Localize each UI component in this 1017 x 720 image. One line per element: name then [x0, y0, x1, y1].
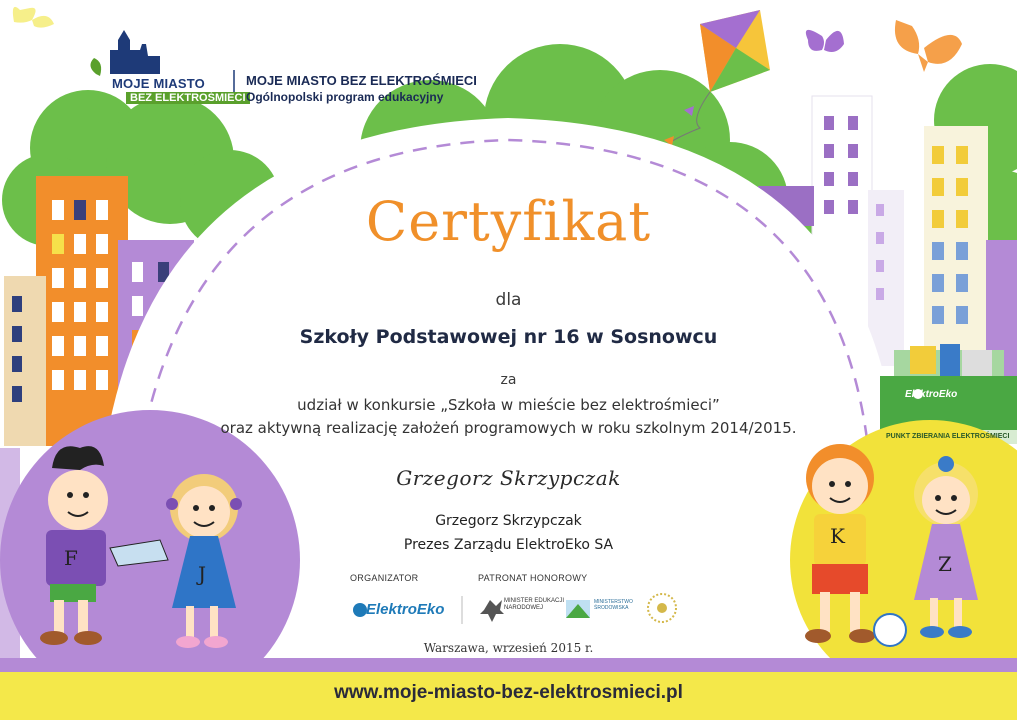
butterfly-icon	[806, 30, 844, 52]
letter-j: J	[198, 562, 207, 586]
bin-brand: ElektroEko	[905, 389, 958, 400]
patron-label: PATRONAT HONOROWY	[478, 573, 588, 583]
butterfly-icon	[13, 7, 54, 28]
program-subtitle: Ogólnopolski program edukacyjny	[246, 90, 444, 104]
eagle-emblem-icon	[480, 600, 504, 622]
organizer-label: ORGANIZATOR	[350, 573, 419, 583]
ministry-education-text: MINISTER EDUKACJI NARODOWEJ	[504, 598, 565, 611]
certificate-title: Certyfikat	[365, 190, 652, 253]
signer-name: Grzegorz Skrzypczak	[435, 513, 582, 529]
website-link[interactable]: www.moje-miasto-bez-elektrosmieci.pl	[334, 682, 683, 703]
program-title: MOJE MIASTO BEZ ELEKTROŚMIECI	[246, 73, 477, 88]
for-what-label: za	[500, 372, 517, 388]
bin-caption: PUNKT ZBIERANIA ELEKTROŚMIECI	[886, 433, 1010, 440]
elektroeko-logo-icon	[353, 603, 367, 617]
moje-miasto-logo	[90, 30, 160, 76]
logo-line1: MOJE MIASTO	[112, 76, 205, 91]
letter-z: Z	[938, 552, 952, 576]
issue-date: Warszawa, wrzesień 2015 r.	[423, 641, 594, 655]
letter-k: K	[830, 524, 845, 548]
for-label: dla	[495, 290, 522, 310]
reason-line-2: oraz aktywną realizację założeń programowych w roku szkolnym 2014/2015.	[220, 419, 797, 437]
organizer-logo-text: ElektroEko	[366, 601, 445, 618]
footer-purple-stripe	[0, 658, 1017, 672]
letter-f: F	[64, 546, 78, 570]
seal-center	[657, 603, 667, 613]
signer-role: Prezes Zarządu ElektroEko SA	[403, 537, 614, 553]
logo-line2: BEZ ELEKTROŚMIECI	[126, 92, 250, 104]
handwritten-signature: Grzegorz Skrzypczak	[396, 466, 621, 490]
reason-line-1: udział w konkursie „Szkoła w mieście bez elektrośmieci”	[297, 396, 720, 414]
butterfly-icon	[895, 20, 962, 72]
ministry-environment-text: MINISTERSTWO ŚRODOWISKA	[594, 599, 633, 611]
ministry-env-icon	[566, 600, 590, 618]
recipient-name: Szkoły Podstawowej nr 16 w Sosnowcu	[299, 326, 718, 348]
